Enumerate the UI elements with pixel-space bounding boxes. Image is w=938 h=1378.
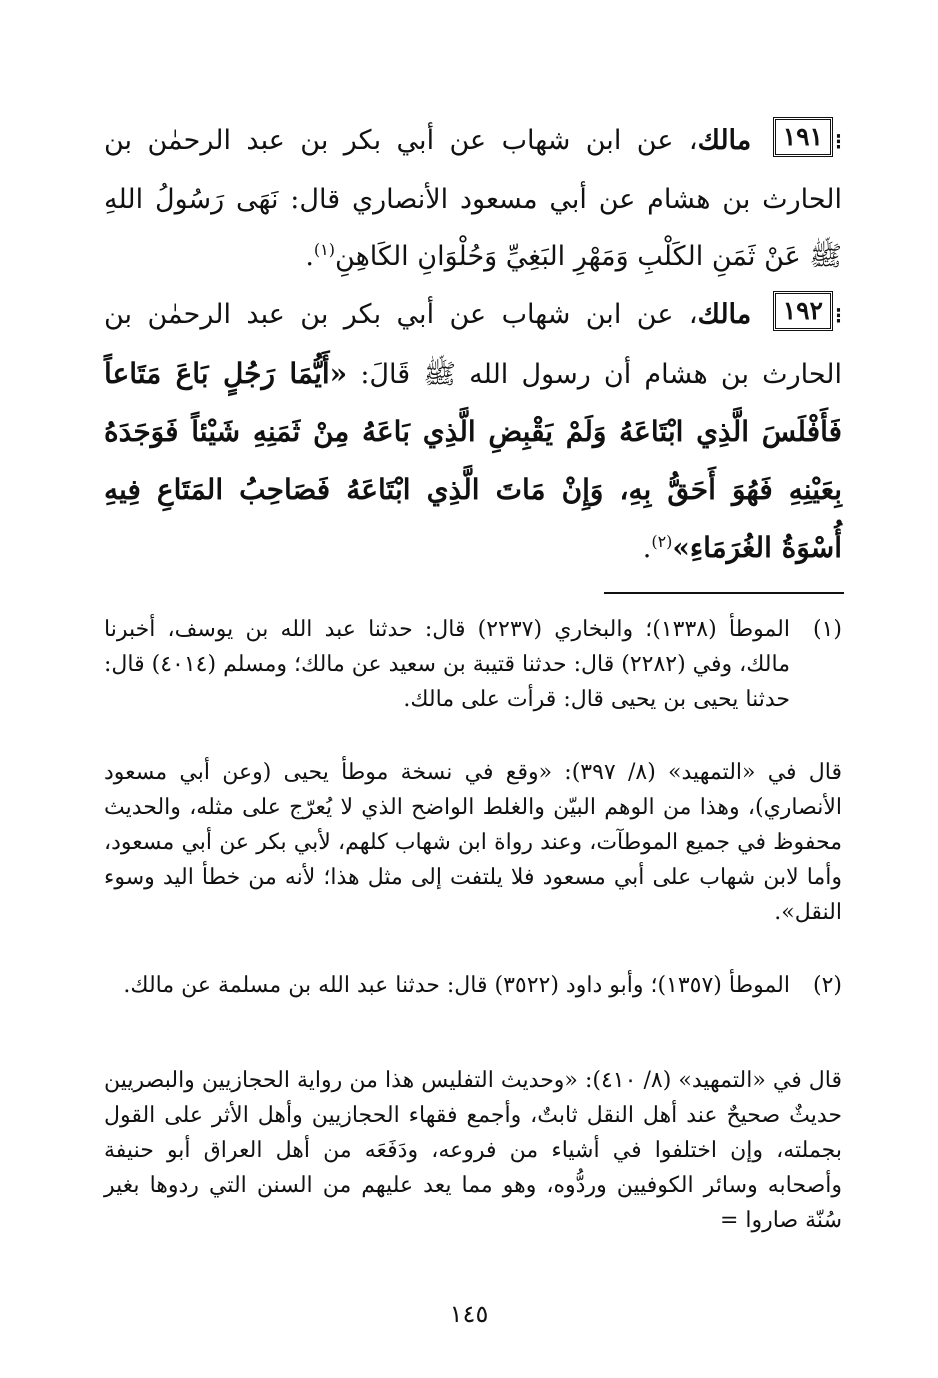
footnote-reference[interactable]: (١) [313,240,336,259]
page-number: ١٤٥ [449,1300,489,1328]
hadith-ending: . [305,241,314,272]
footnote-reference[interactable]: (٢) [651,532,673,551]
footnote-1 [104,612,842,717]
hadith-ending: . [642,533,652,564]
hadith-marker-icon: ⁝ [834,129,842,155]
footnote-number: (٢) [812,973,842,998]
hadith-text: ، عن ابن شهاب عن أبي بكر بن عبد الرحمٰن بن الحارث بن هشام أن رسول الله ﷺ قَالَ: [104,299,842,390]
footnote-1-quote [104,755,842,930]
footnote-2 [104,968,842,1003]
footnote-quote: قال في «التمهيد» (٨/ ٣٩٧): «وقع في نسخة موطأ يحيى (وعن أبي مسعود الأنصاري)، وهذا من الوهم البيّن والغلط الواضح الذي لا يُعرّج على مثله، والحديث محفوظ في جميع الموطآت، وعند رواة ابن شهاب كلهم، لأبي بكر عن أبي مسعود، وأما لابن شهاب على أبي مسعود فلا يلتفت إلى مثل هذا؛ لأنه من خطأ اليد وسوء النقل». [104,760,843,925]
hadith-number-box: ١٩١ [773,117,833,157]
hadith-text: ، عن ابن شهاب عن أبي بكر بن عبد الرحمٰن بن الحارث بن هشام عن أبي مسعود الأنصاري قال: نَهَى رَسُولُ اللهِ ﷺ عَنْ ثَمَنِ الكَلْبِ وَمَهْرِ البَغِيِّ وَحُلْوَانِ الكَاهِنِ [104,125,842,272]
hadith-191 [104,112,842,285]
hadith-192 [104,286,842,577]
hadith-narrator: مالك [697,125,752,156]
hadith-marker-icon: ⁝ [834,303,842,329]
footnote-number: (١) [812,617,842,642]
footnote-source: الموطأ (١٣٣٨)؛ والبخاري (٢٢٣٧) قال: حدثنا عبد الله بن يوسف، أخبرنا مالك، وفي (٢٢٨٢) قال: حدثنا قتيبة بن سعيد عن مالك؛ ومسلم (٤٠١٤) قال: حدثنا يحيى بن يحيى قال: قرأت على مالك. [104,617,790,712]
footnote-divider [604,592,844,594]
hadith-narrator: مالك [697,299,752,330]
hadith-matn: «أَيُّمَا رَجُلٍ بَاعَ مَتَاعاً فَأَفْلَسَ الَّذِي ابْتَاعَهُ وَلَمْ يَقْبِضِ الَّذِي بَاعَهُ مِنْ ثَمَنِهِ شَيْئاً فَوَجَدَهُ بِعَيْنِهِ فَهُوَ أَحَقُّ بِهِ، وَإِنْ مَاتَ الَّذِي ابْتَاعَهُ فَصَاحِبُ المَتَاعِ فِيهِ أُسْوَةُ الغُرَمَاءِ» [104,357,842,564]
hadith-number-box: ١٩٢ [773,291,833,331]
footnote-quote: قال في «التمهيد» (٨/ ٤١٠): «وحديث التفليس هذا من رواية الحجازيين والبصريين حديثٌ صحيحٌ عند أهل النقل ثابتٌ، وأجمع فقهاء الحجازيين وأهل الأثر على القول بجملته، وإن اختلفوا في أشياء من فروعه، ودَفَعَه من أهل العراق أبو حنيفة وأصحابه وسائر الكوفيين وردُّوه، وهو مما يعد عليهم من السنن التي ردوها بغير سُنّة صاروا = [104,1068,843,1233]
footnote-source: الموطأ (١٣٥٧)؛ وأبو داود (٣٥٢٢) قال: حدثنا عبد الله بن مسلمة عن مالك. [123,973,790,998]
footnote-2-quote [104,1063,842,1238]
